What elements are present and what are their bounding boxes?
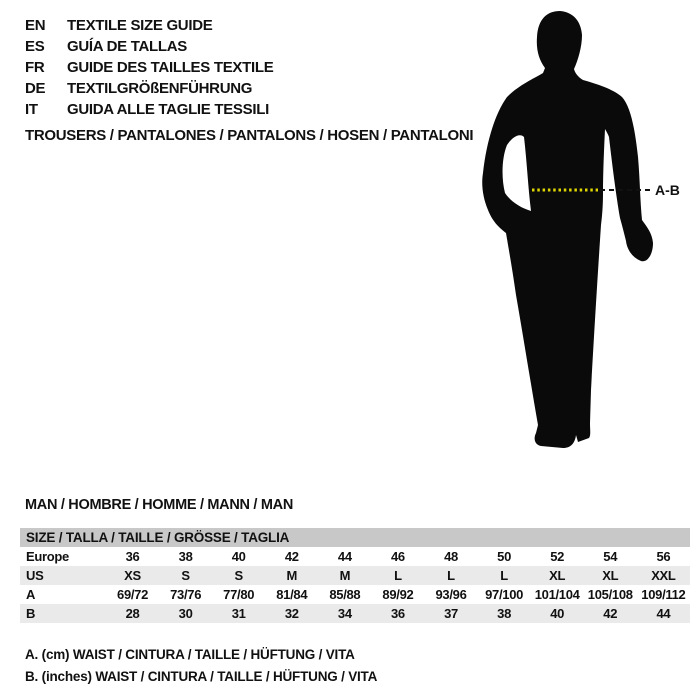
size-cell: M xyxy=(339,568,351,583)
size-row-label: US xyxy=(26,568,44,583)
language-code: IT xyxy=(25,101,38,118)
language-label: GUÍA DE TALLAS xyxy=(67,38,187,55)
man-silhouette-shape xyxy=(482,11,653,448)
size-cell: 97/100 xyxy=(485,587,524,602)
size-cell: 48 xyxy=(444,549,458,564)
size-cell: 38 xyxy=(497,606,512,621)
size-table xyxy=(20,547,690,623)
size-cell: 46 xyxy=(390,549,405,564)
language-label: GUIDE DES TAILLES TEXTILE xyxy=(67,59,274,76)
size-cell: 52 xyxy=(550,549,565,564)
size-cell: 38 xyxy=(178,549,193,564)
size-cell: S xyxy=(181,568,190,583)
size-row-label: A xyxy=(26,587,36,602)
language-code: EN xyxy=(25,17,46,34)
note-waist-inches: B. (inches) WAIST / CINTURA / TAILLE / HÜFTUNG / VITA xyxy=(25,669,378,684)
size-table-row xyxy=(20,585,690,604)
size-cell: XL xyxy=(602,568,619,583)
language-row xyxy=(25,99,273,120)
note-waist-cm: A. (cm) WAIST / CINTURA / TAILLE / HÜFTUNG / VITA xyxy=(25,647,355,662)
language-label: TEXTILGRÖßENFÜHRUNG xyxy=(67,80,253,97)
language-code: FR xyxy=(25,59,45,76)
size-row-label: B xyxy=(26,606,36,621)
size-cell: 28 xyxy=(125,606,140,621)
size-cell: 44 xyxy=(656,606,671,621)
size-cell: 36 xyxy=(125,549,140,564)
size-table-row xyxy=(20,566,690,585)
language-row xyxy=(25,78,273,99)
size-cell: XS xyxy=(124,568,141,583)
size-table-row xyxy=(20,547,690,566)
section-heading: MAN / HOMBRE / HOMME / MANN / MAN xyxy=(25,497,294,513)
size-cell: L xyxy=(500,568,508,583)
language-row xyxy=(25,57,273,78)
size-cell: L xyxy=(447,568,455,583)
size-cell: 89/92 xyxy=(382,587,414,602)
size-cell: 85/88 xyxy=(329,587,361,602)
size-cell: 109/112 xyxy=(641,587,686,602)
size-cell: XL xyxy=(549,568,566,583)
size-cell: 34 xyxy=(337,606,352,621)
size-cell: L xyxy=(394,568,402,583)
size-cell: 37 xyxy=(444,606,458,621)
size-cell: 101/104 xyxy=(534,587,580,602)
language-row xyxy=(25,36,273,57)
language-list xyxy=(25,15,273,120)
size-cell: M xyxy=(286,568,298,583)
man-silhouette-diagram xyxy=(475,5,685,455)
size-cell: 36 xyxy=(390,606,405,621)
language-label: GUIDA ALLE TAGLIE TESSILI xyxy=(67,101,269,118)
size-cell: 32 xyxy=(284,606,299,621)
size-cell: S xyxy=(234,568,243,583)
size-row-label: Europe xyxy=(26,549,69,564)
size-cell: 42 xyxy=(284,549,299,564)
size-cell: 40 xyxy=(231,549,246,564)
size-cell: 54 xyxy=(603,549,618,564)
size-cell: 73/76 xyxy=(170,587,202,602)
size-table-body xyxy=(20,547,690,623)
language-code: ES xyxy=(25,38,45,55)
man-silhouette-svg xyxy=(475,5,685,455)
size-cell: 50 xyxy=(497,549,512,564)
size-cell: 40 xyxy=(550,606,565,621)
size-cell: 44 xyxy=(337,549,352,564)
language-row xyxy=(25,15,273,36)
measurement-notes xyxy=(25,644,377,688)
size-cell: XXL xyxy=(651,568,676,583)
size-cell: 105/108 xyxy=(587,587,633,602)
size-cell: 31 xyxy=(231,606,246,621)
size-cell: 81/84 xyxy=(276,587,308,602)
size-table-row xyxy=(20,604,690,623)
language-label: TEXTILE SIZE GUIDE xyxy=(67,17,213,34)
size-cell: 42 xyxy=(603,606,618,621)
category-heading: TROUSERS / PANTALONES / PANTALONS / HOSEN / PANTALONI xyxy=(25,127,474,144)
size-table-header: SIZE / TALLA / TAILLE / GRÖSSE / TAGLIA xyxy=(20,528,690,547)
size-cell: 69/72 xyxy=(117,587,149,602)
language-code: DE xyxy=(25,80,46,97)
size-cell: 93/96 xyxy=(435,587,467,602)
size-cell: 77/80 xyxy=(223,587,255,602)
waist-measure-label: A-B xyxy=(655,182,680,198)
size-cell: 56 xyxy=(656,549,671,564)
size-cell: 30 xyxy=(178,606,193,621)
